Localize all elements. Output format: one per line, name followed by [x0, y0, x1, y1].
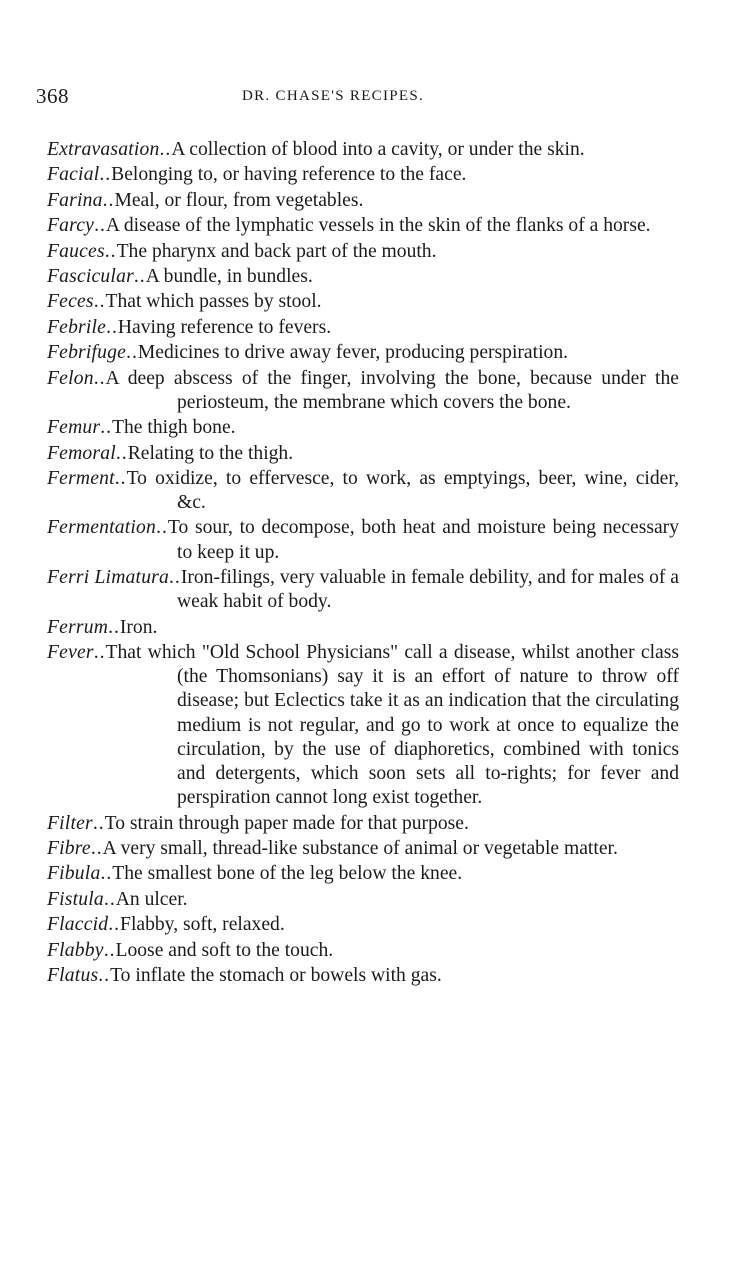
entry-definition: An ulcer. [115, 888, 188, 910]
entry-separator: .. [108, 914, 121, 936]
entry-separator: .. [115, 442, 128, 464]
entry-term: Farcy [47, 215, 95, 237]
entry-separator: .. [92, 812, 105, 834]
glossary-entry [47, 138, 679, 162]
entry-separator: .. [99, 164, 112, 186]
entry-separator: .. [100, 417, 113, 439]
entry-separator: .. [98, 965, 111, 987]
entry-definition: Iron-filings, very valuable in female debility, and for males of a weak habit of body. [177, 567, 680, 613]
glossary-entry [47, 616, 679, 640]
entry-definition: To strain through paper made for that purpose. [104, 812, 469, 834]
running-title: DR. CHASE'S RECIPES. [242, 88, 425, 104]
entry-term: Filter [47, 812, 93, 834]
glossary-entry [47, 214, 679, 238]
glossary-entry [47, 566, 679, 614]
entry-definition: Relating to the thigh. [127, 442, 294, 464]
entry-definition: To oxidize, to effervesce, to work, as emptyings, beer, wine, cider, &c. [126, 467, 679, 514]
glossary-entry [47, 189, 679, 213]
entry-term: Femoral [47, 442, 116, 464]
entry-definition: Meal, or flour, from vegetables. [114, 189, 364, 211]
entry-term: Feces [47, 291, 94, 313]
entry-separator: .. [114, 467, 127, 489]
entry-term: Febrifuge [47, 342, 127, 364]
glossary-entry [47, 837, 679, 861]
entry-term: Fibre [47, 838, 91, 860]
glossary-entry [47, 367, 679, 415]
glossary-entry [47, 341, 679, 365]
glossary-entry [47, 163, 679, 187]
entry-separator: .. [108, 616, 120, 638]
entry-term: Femur [47, 417, 101, 439]
entry-separator: .. [103, 888, 116, 910]
entry-separator: .. [90, 838, 103, 860]
glossary-entry [47, 265, 679, 289]
glossary-entry [47, 964, 679, 988]
entry-term: Felon [47, 367, 94, 389]
entry-term: Fermentation [47, 517, 157, 539]
entry-term: Ferment [47, 467, 115, 489]
glossary-entry [47, 416, 679, 440]
entry-definition: To sour, to decompose, both heat and moisture being necessary to keep it up. [167, 517, 679, 563]
entry-definition: Flabby, soft, relaxed. [120, 914, 285, 936]
entry-definition: The pharynx and back part of the mouth. [116, 240, 437, 262]
entry-term: Flatus [47, 965, 99, 987]
entry-separator: .. [126, 342, 138, 364]
glossary-entry [47, 862, 679, 886]
glossary-entry [47, 939, 679, 963]
entry-separator: .. [93, 367, 106, 389]
entry-separator: .. [100, 863, 113, 885]
entry-definition: Having reference to fevers. [117, 316, 332, 338]
glossary-entry [47, 913, 679, 937]
glossary-entries [47, 138, 679, 989]
entry-definition: The smallest bone of the leg below the knee. [112, 863, 463, 885]
entry-separator: .. [104, 240, 117, 262]
page-number: 368 [36, 84, 69, 108]
page-header [36, 84, 716, 112]
glossary-entry [47, 812, 679, 836]
entry-definition: Iron. [119, 616, 158, 638]
entry-definition: A collection of blood into a cavity, or under the skin. [171, 139, 585, 160]
entry-term: Fever [47, 642, 94, 664]
glossary-entry [47, 888, 679, 912]
entry-separator: .. [94, 215, 106, 237]
entry-term: Fistula [47, 888, 104, 910]
glossary-entry [47, 290, 679, 314]
entry-term: Flaccid [47, 914, 109, 936]
entry-term: Flabby [47, 939, 104, 961]
entry-definition: Loose and soft to the touch. [115, 939, 334, 961]
entry-definition: To inflate the stomach or bowels with gas. [110, 965, 442, 987]
entry-separator: .. [103, 939, 116, 961]
entry-definition: A disease of the lymphatic vessels in the skin of the flanks of a horse. [105, 215, 651, 237]
glossary-entry [47, 641, 679, 810]
glossary-entry [47, 240, 679, 264]
entry-definition: That which passes by stool. [105, 291, 322, 313]
glossary-entry [47, 516, 679, 564]
entry-term: Fascicular [47, 265, 134, 287]
entry-term: Fibula [47, 863, 101, 885]
entry-definition: A bundle, in bundles. [145, 265, 313, 287]
entry-separator: .. [156, 517, 168, 539]
entry-definition: A very small, thread-like substance of animal or vegetable matter. [102, 838, 618, 860]
entry-separator: .. [93, 291, 106, 313]
entry-separator: .. [159, 139, 172, 160]
entry-term: Ferri Limatura [47, 567, 170, 589]
entry-term: Fauces [47, 240, 105, 262]
entry-definition: That which "Old School Physicians" call a disease, whilst another class (the Thomsonians) say it is an effort of nature to throw off disease; but Eclectics take it as an indication that the circulating medium is not regular, and go to work at once to equalize the circulation, by the use of diaphoretics, combined with tonics and detergents, which soon sets all to-rights; for fever and perspiration cannot long exist together. [105, 642, 679, 809]
entry-separator: .. [93, 642, 106, 664]
entry-term: Extravasation [47, 139, 160, 160]
entry-separator: .. [102, 189, 115, 211]
glossary-entry [47, 316, 679, 340]
entry-term: Febrile [47, 316, 107, 338]
entry-term: Farina [47, 189, 103, 211]
entry-term: Ferrum [47, 616, 109, 638]
entry-separator: .. [106, 316, 118, 338]
glossary-entry [47, 442, 679, 466]
entry-definition: The thigh bone. [112, 417, 236, 439]
entry-separator: .. [169, 567, 181, 589]
entry-definition: A deep abscess of the finger, involving the bone, because under the periosteum, the membrane which covers the bone. [105, 367, 679, 413]
entry-definition: Belonging to, or having reference to the face. [111, 164, 467, 186]
entry-definition: Medicines to drive away fever, producing perspiration. [137, 342, 569, 364]
entry-separator: .. [133, 265, 146, 287]
glossary-entry [47, 467, 679, 515]
entry-term: Facial [47, 164, 100, 186]
